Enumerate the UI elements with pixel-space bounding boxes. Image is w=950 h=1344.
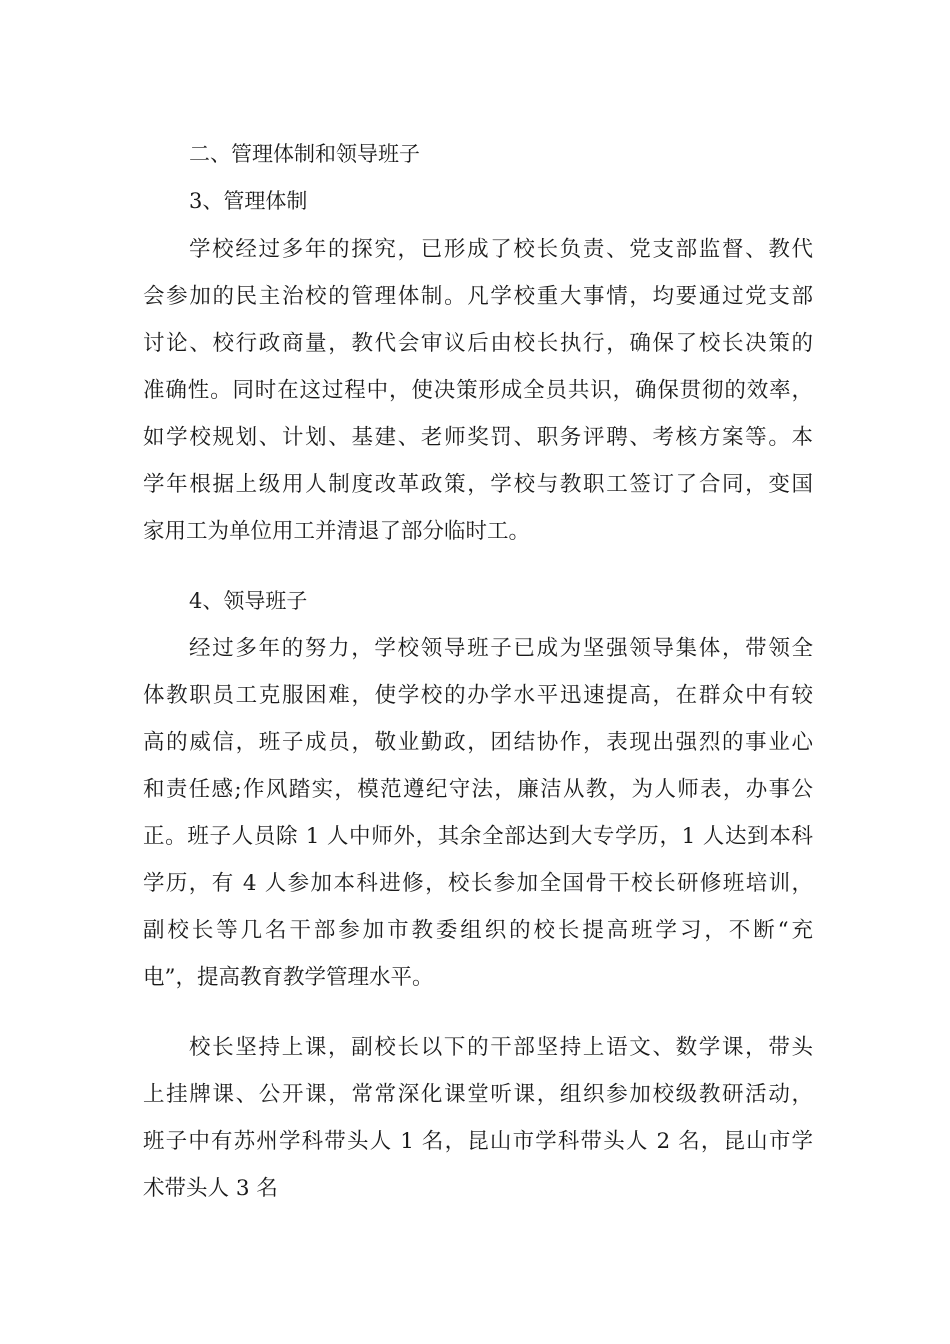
paragraph-line: 家用工为单位用工并清退了部分临时工。	[143, 519, 531, 544]
paragraph-line: 校长坚持上课，副校长以下的干部坚持上语文、数学课，带头	[189, 1035, 813, 1060]
section-heading: 二、管理体制和领导班子	[189, 142, 420, 166]
subsection-heading-leadership-team: 4、领导班子	[189, 589, 308, 613]
paragraph-line: 正。班子人员除 1 人中师外，其余全部达到大专学历，1 人达到本科	[143, 824, 813, 849]
paragraph-leadership-team	[143, 634, 813, 1010]
paragraph-line: 副校长等几名干部参加市教委组织的校长提高班学习，不断“充	[143, 918, 813, 943]
paragraph-line: 高的威信，班子成员，敬业勤政，团结协作，表现出强烈的事业心	[143, 730, 813, 755]
paragraph-line: 准确性。同时在这过程中，使决策形成全员共识，确保贯彻的效率，	[143, 378, 813, 403]
paragraph-line: 学校经过多年的探究，已形成了校长负责、党支部监督、教代	[189, 237, 813, 262]
paragraph-line: 会参加的民主治校的管理体制。凡学校重大事情，均要通过党支部	[143, 284, 813, 309]
paragraph-principal-teaching	[143, 1033, 813, 1221]
paragraph-line: 学年根据上级用人制度改革政策，学校与教职工签订了合同，变国	[143, 472, 813, 497]
paragraph-line: 学历，有 4 人参加本科进修，校长参加全国骨干校长研修班培训，	[143, 871, 813, 896]
paragraph-line: 班子中有苏州学科带头人 1 名，昆山市学科带头人 2 名，昆山市学	[143, 1129, 813, 1154]
subsection-heading-management-system: 3、管理体制	[189, 189, 308, 213]
paragraph-line: 经过多年的努力，学校领导班子已成为坚强领导集体，带领全	[189, 636, 813, 661]
paragraph-management-system	[143, 235, 813, 564]
paragraph-line: 如学校规划、计划、基建、老师奖罚、职务评聘、考核方案等。本	[143, 425, 813, 450]
paragraph-line: 体教职员工克服困难，使学校的办学水平迅速提高，在群众中有较	[143, 683, 813, 708]
paragraph-line: 讨论、校行政商量，教代会审议后由校长执行，确保了校长决策的	[143, 331, 813, 356]
paragraph-line: 上挂牌课、公开课，常常深化课堂听课，组织参加校级教研活动，	[143, 1082, 813, 1107]
paragraph-line: 电”，提高教育教学管理水平。	[143, 965, 434, 990]
paragraph-line: 术带头人 3 名	[143, 1176, 278, 1201]
paragraph-line: 和责任感;作风踏实，模范遵纪守法，廉洁从教，为人师表，办事公	[143, 777, 813, 802]
